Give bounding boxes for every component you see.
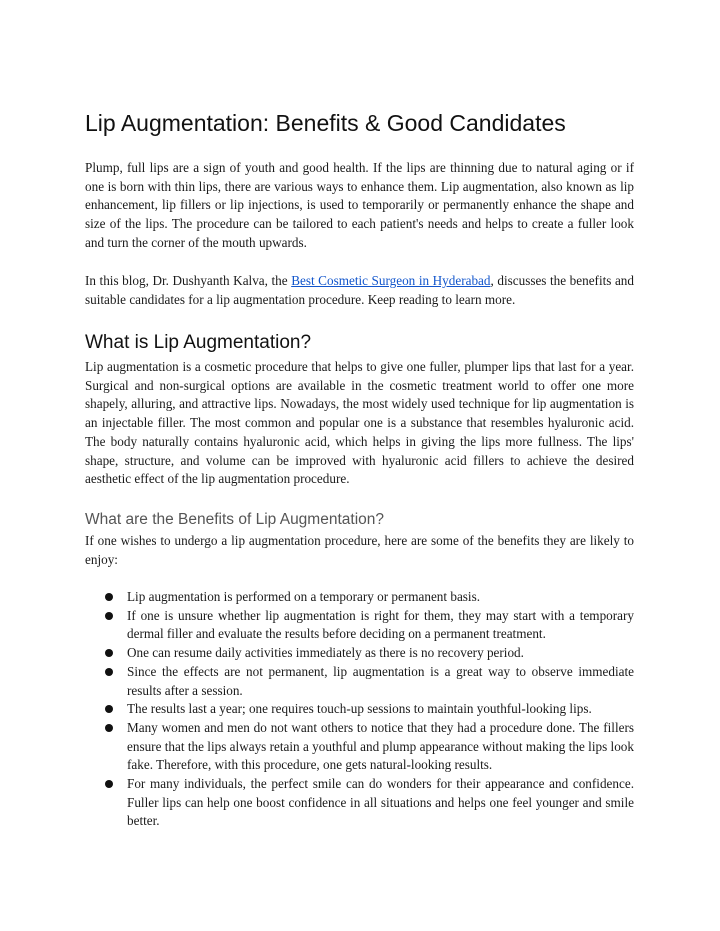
cosmetic-surgeon-link[interactable]: Best Cosmetic Surgeon in Hyderabad bbox=[291, 273, 491, 288]
bullet-icon bbox=[105, 780, 113, 788]
bullet-icon bbox=[105, 668, 113, 676]
bullet-icon bbox=[105, 649, 113, 657]
bullet-icon bbox=[105, 593, 113, 601]
bullet-icon bbox=[105, 724, 113, 732]
blog-paragraph bbox=[85, 272, 634, 309]
page-title: Lip Augmentation: Benefits & Good Candidates bbox=[85, 110, 566, 136]
what-is-paragraph: Lip augmentation is a cosmetic procedure that helps to give one fuller, plumper lips that last for a year. Surgical and non-surgical options are available in the cosmetic treatment world to offer one more shapely, alluring, and attractive lips. Nowadays, the most widely used technique for lip augmentation is an injectable filler. The most common and popular one is a substance that resembles hyaluronic acid. The body naturally contains hyaluronic acid, which helps in giving the lips more fullness. The lips' shape, structure, and volume can be improved with hyaluronic acid fillers to achieve the desired aesthetic effect of the lip augmentation procedure. bbox=[85, 359, 634, 487]
list-item bbox=[85, 700, 634, 719]
section-heading-what-is: What is Lip Augmentation? bbox=[85, 332, 312, 353]
intro-paragraph: Plump, full lips are a sign of youth and good health. If the lips are thinning due to natural aging or if one is born with thin lips, there are various ways to enhance them. Lip augmentation, also known as lip enhancement, lip fillers or lip injections, is used to temporarily or permanently enhance the shape and size of the lips. The procedure can be tailored to each patient's needs and helps to create a fuller look and turn the corner of the mouth upwards. bbox=[85, 160, 634, 250]
list-item bbox=[85, 663, 634, 700]
list-item bbox=[85, 588, 634, 607]
list-item-text: If one is unsure whether lip augmentation is right for them, they may start with a temporary dermal filler and evaluate the results before deciding on a permanent treatment. bbox=[127, 607, 634, 642]
list-item bbox=[85, 775, 634, 831]
list-item-text: Lip augmentation is performed on a temporary or permanent basis. bbox=[127, 589, 481, 604]
list-item bbox=[85, 719, 634, 775]
bullet-icon bbox=[105, 705, 113, 713]
list-item bbox=[85, 607, 634, 644]
list-item-text: Many women and men do not want others to notice that they had a procedure done. The fillers ensure that the lips always retain a youthful and plump appearance without making the lips look fake. Therefore, with this procedure, one gets natural-looking results. bbox=[127, 719, 634, 773]
list-item-text: The results last a year; one requires touch-up sessions to maintain youthful-looking lips. bbox=[127, 701, 592, 717]
benefits-list bbox=[85, 588, 634, 831]
section-heading-benefits: What are the Benefits of Lip Augmentation? bbox=[85, 511, 384, 528]
blog-text-after-link: , discusses the benefits and suitable candidates for a lip augmentation procedure. Keep reading to learn more. bbox=[85, 273, 634, 307]
list-item bbox=[85, 644, 634, 663]
blog-text-before-link: In this blog, Dr. Dushyanth Kalva, the bbox=[85, 273, 292, 288]
benefits-intro-paragraph: If one wishes to undergo a lip augmentation procedure, here are some of the benefits they are likely to enjoy: bbox=[85, 533, 634, 567]
list-item-text: For many individuals, the perfect smile can do wonders for their appearance and confidence. Fuller lips can help one boost confidence in all situations and helps one feel younger and smile better. bbox=[127, 776, 634, 829]
list-item-text: Since the effects are not permanent, lip augmentation is a great way to observe immediate results after a session. bbox=[127, 663, 634, 698]
bullet-icon bbox=[105, 612, 113, 620]
list-item-text: One can resume daily activities immediately as there is no recovery period. bbox=[127, 645, 524, 661]
